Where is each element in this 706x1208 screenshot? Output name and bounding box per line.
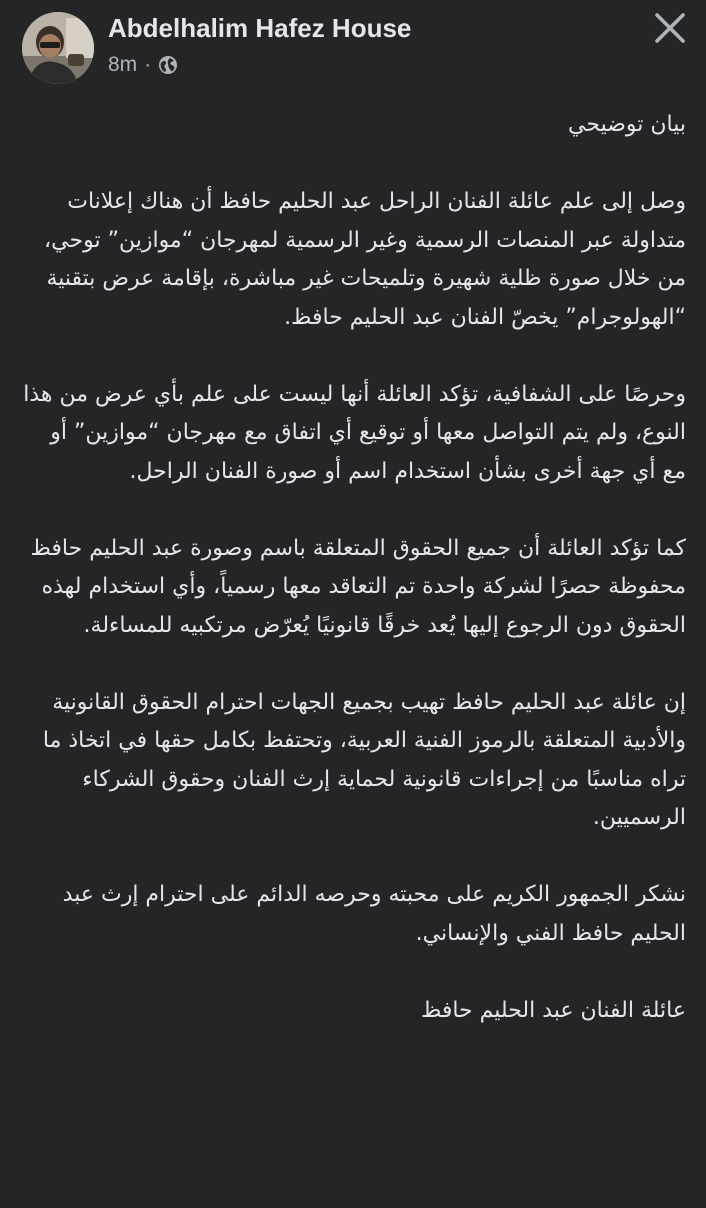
meta-separator: · xyxy=(144,53,152,76)
avatar[interactable] xyxy=(22,12,94,84)
post-paragraph: وصل إلى علم عائلة الفنان الراحل عبد الحليم حافظ أن هناك إعلانات متداولة عبر المنصات الرسمية وغير الرسمية لمهرجان “موازين” توحي، من خلال صورة ظلية شهيرة وتلميحات غير مباشرة، بإقامة عرض بتقنية “الهولوجرام” يخصّ الفنان عبد الحليم حافظ. xyxy=(44,189,686,330)
close-button[interactable] xyxy=(652,10,688,46)
post-text xyxy=(22,106,686,1030)
post-paragraph: نشكر الجمهور الكريم على محبته وحرصه الدائم على احترام إرث عبد الحليم حافظ الفني والإنساني. xyxy=(62,882,686,946)
post-paragraph: وحرصًا على الشفافية، تؤكد العائلة أنها ليست على علم بأي عرض من هذا النوع، ولم يتم التواصل معها أو توقيع أي اتفاق مع مهرجان “موازين” أو مع أي جهة أخرى بشأن استخدام اسم أو صورة الفنان الراحل. xyxy=(23,381,686,484)
post-title: بيان توضيحي xyxy=(568,112,686,137)
post-meta xyxy=(108,52,178,78)
post-signature: عائلة الفنان عبد الحليم حافظ xyxy=(420,997,686,1023)
post-header xyxy=(0,0,706,92)
globe-icon[interactable] xyxy=(158,55,178,75)
post-paragraph: كما تؤكد العائلة أن جميع الحقوق المتعلقة باسم وصورة عبد الحليم حافظ محفوظة حصرًا لشركة واحدة تم التعاقد معها رسمياً، وأي استخدام لهذه الحقوق دون الرجوع إليها يُعد خرقًا قانونيًا يُعرّض مرتكبيه للمساءلة. xyxy=(30,535,686,638)
post-time[interactable]: 8m xyxy=(108,53,138,76)
avatar-photo xyxy=(22,12,94,84)
post-paragraph: إن عائلة عبد الحليم حافظ تهيب بجميع الجهات احترام الحقوق القانونية والأدبية المتعلقة بالرموز الفنية العربية، وتحتفظ بكامل حقها في اتخاذ ما تراه مناسبًا من إجراءات قانونية لحماية إرث الفنان وحقوق الشركاء الرسميين. xyxy=(42,689,686,830)
page-name[interactable]: Abdelhalim Hafez House xyxy=(108,13,412,43)
close-icon xyxy=(652,10,688,46)
